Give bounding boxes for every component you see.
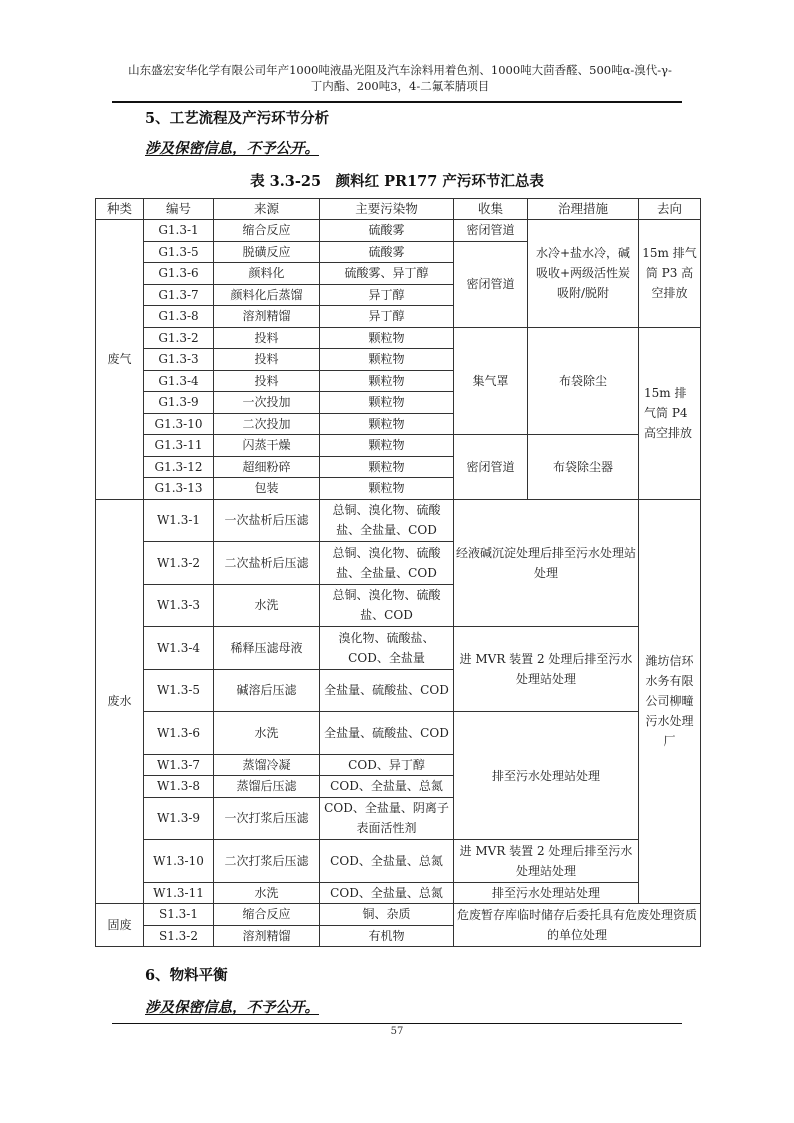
destination-cell: 潍坊信环水务有限公司柳疃污水处理厂 xyxy=(639,499,701,904)
col-header-id: 编号 xyxy=(144,199,214,220)
id-cell: W1.3-10 xyxy=(144,840,214,883)
pollutant-cell: 硫酸雾 xyxy=(320,220,454,242)
id-cell: G1.3-10 xyxy=(144,413,214,435)
source-cell: 二次投加 xyxy=(214,413,320,435)
pollutant-cell: 硫酸雾、异丁醇 xyxy=(320,263,454,285)
collection-cell: 集气罩 xyxy=(454,327,528,435)
id-cell: W1.3-2 xyxy=(144,542,214,585)
source-cell: 缩合反应 xyxy=(214,220,320,242)
destination-cell: 15m 排气筒 P3 高空排放 xyxy=(639,220,701,328)
treatment-cell: 进 MVR 装置 2 处理后排至污水处理站处理 xyxy=(454,627,639,712)
source-cell: 颜料化后蒸馏 xyxy=(214,284,320,306)
source-cell: 缩合反应 xyxy=(214,904,320,926)
section-6-confidential-note: 涉及保密信息，不予公开。 xyxy=(145,999,319,1016)
id-cell: G1.3-9 xyxy=(144,392,214,414)
pollutant-cell: 异丁醇 xyxy=(320,306,454,328)
source-cell: 超细粉碎 xyxy=(214,456,320,478)
pollutant-cell: 颗粒物 xyxy=(320,456,454,478)
id-cell: W1.3-7 xyxy=(144,754,214,776)
col-header-source: 来源 xyxy=(214,199,320,220)
id-cell: W1.3-11 xyxy=(144,882,214,904)
source-cell: 水洗 xyxy=(214,712,320,755)
section-6-title: 6、物料平衡 xyxy=(145,967,228,984)
pollutant-cell: 颗粒物 xyxy=(320,478,454,500)
source-cell: 包装 xyxy=(214,478,320,500)
id-cell: G1.3-12 xyxy=(144,456,214,478)
category-cell-solid: 固废 xyxy=(96,904,144,947)
collection-cell: 密闭管道 xyxy=(454,220,528,242)
pollutant-cell: COD、全盐量、总氮 xyxy=(320,840,454,883)
footer-divider xyxy=(112,1023,682,1024)
table-row xyxy=(96,627,701,670)
source-cell: 二次盐析后压滤 xyxy=(214,542,320,585)
source-cell: 溶剂精馏 xyxy=(214,925,320,947)
col-header-collection: 收集 xyxy=(454,199,528,220)
pollution-summary-table xyxy=(95,198,701,947)
treatment-cell: 排至污水处理站处理 xyxy=(454,712,639,840)
pollutant-cell: 有机物 xyxy=(320,925,454,947)
section-5-confidential-note: 涉及保密信息，不予公开。 xyxy=(145,140,319,157)
pollutant-cell: 颗粒物 xyxy=(320,435,454,457)
source-cell: 闪蒸干燥 xyxy=(214,435,320,457)
source-cell: 投料 xyxy=(214,370,320,392)
col-header-category: 种类 xyxy=(96,199,144,220)
pollutant-cell: 总铜、溴化物、硫酸盐、全盐量、COD xyxy=(320,542,454,585)
pollutant-cell: 总铜、溴化物、硫酸盐、全盐量、COD xyxy=(320,499,454,542)
pollutant-cell: 颗粒物 xyxy=(320,392,454,414)
source-cell: 脱磺反应 xyxy=(214,241,320,263)
id-cell: G1.3-7 xyxy=(144,284,214,306)
page-header xyxy=(110,62,690,94)
source-cell: 水洗 xyxy=(214,584,320,627)
table-row xyxy=(96,882,701,904)
table-row xyxy=(96,220,701,242)
destination-cell: 15m 排气筒 P4 高空排放 xyxy=(639,327,701,499)
table-row xyxy=(96,840,701,883)
pollutant-cell: 总铜、溴化物、硫酸盐、COD xyxy=(320,584,454,627)
source-cell: 碱溶后压滤 xyxy=(214,669,320,712)
page-number: 57 xyxy=(390,1026,404,1037)
header-divider xyxy=(112,101,682,103)
id-cell: G1.3-11 xyxy=(144,435,214,457)
pollutant-cell: 全盐量、硫酸盐、COD xyxy=(320,712,454,755)
id-cell: G1.3-1 xyxy=(144,220,214,242)
treatment-cell: 排至污水处理站处理 xyxy=(454,882,639,904)
treatment-cell: 经液碱沉淀处理后排至污水处理站处理 xyxy=(454,499,639,627)
source-cell: 二次打浆后压滤 xyxy=(214,840,320,883)
id-cell: G1.3-4 xyxy=(144,370,214,392)
id-cell: G1.3-8 xyxy=(144,306,214,328)
section-5-title: 5、工艺流程及产污环节分析 xyxy=(145,110,330,127)
source-cell: 蒸馏冷凝 xyxy=(214,754,320,776)
pollutant-cell: 铜、杂质 xyxy=(320,904,454,926)
id-cell: W1.3-9 xyxy=(144,797,214,840)
source-cell: 一次投加 xyxy=(214,392,320,414)
id-cell: G1.3-13 xyxy=(144,478,214,500)
id-cell: W1.3-1 xyxy=(144,499,214,542)
pollutant-cell: 全盐量、硫酸盐、COD xyxy=(320,669,454,712)
category-cell-gas: 废气 xyxy=(96,220,144,500)
id-cell: G1.3-2 xyxy=(144,327,214,349)
pollutant-cell: COD、全盐量、阴离子表面活性剂 xyxy=(320,797,454,840)
collection-cell: 密闭管道 xyxy=(454,435,528,500)
source-cell: 一次打浆后压滤 xyxy=(214,797,320,840)
pollutant-cell: 颗粒物 xyxy=(320,327,454,349)
source-cell: 一次盐析后压滤 xyxy=(214,499,320,542)
treatment-cell: 进 MVR 装置 2 处理后排至污水处理站处理 xyxy=(454,840,639,883)
id-cell: G1.3-3 xyxy=(144,349,214,371)
source-cell: 投料 xyxy=(214,327,320,349)
pollutant-cell: 颗粒物 xyxy=(320,370,454,392)
pollutant-cell: COD、全盐量、总氮 xyxy=(320,776,454,798)
id-cell: W1.3-6 xyxy=(144,712,214,755)
source-cell: 颜料化 xyxy=(214,263,320,285)
table-row xyxy=(96,712,701,755)
table-row xyxy=(96,327,701,349)
source-cell: 投料 xyxy=(214,349,320,371)
source-cell: 水洗 xyxy=(214,882,320,904)
id-cell: G1.3-6 xyxy=(144,263,214,285)
id-cell: W1.3-4 xyxy=(144,627,214,670)
pollutant-cell: COD、异丁醇 xyxy=(320,754,454,776)
source-cell: 溶剂精馏 xyxy=(214,306,320,328)
col-header-pollutant: 主要污染物 xyxy=(320,199,454,220)
treatment-cell: 布袋除尘器 xyxy=(528,435,639,500)
table-caption: 表 3.3-25 颜料红 PR177 产污环节汇总表 xyxy=(250,173,544,190)
id-cell: W1.3-8 xyxy=(144,776,214,798)
pollutant-cell: 颗粒物 xyxy=(320,349,454,371)
id-cell: W1.3-5 xyxy=(144,669,214,712)
pollutant-cell: COD、全盐量、总氮 xyxy=(320,882,454,904)
col-header-treatment: 治理措施 xyxy=(528,199,639,220)
pollutant-cell: 溴化物、硫酸盐、COD、全盐量 xyxy=(320,627,454,670)
id-cell: S1.3-1 xyxy=(144,904,214,926)
id-cell: G1.3-5 xyxy=(144,241,214,263)
pollutant-cell: 异丁醇 xyxy=(320,284,454,306)
col-header-destination: 去向 xyxy=(639,199,701,220)
treatment-cell: 布袋除尘 xyxy=(528,327,639,435)
collection-cell: 密闭管道 xyxy=(454,241,528,327)
table-row xyxy=(96,499,701,542)
source-cell: 稀释压滤母液 xyxy=(214,627,320,670)
source-cell: 蒸馏后压滤 xyxy=(214,776,320,798)
table-row xyxy=(96,435,701,457)
table-row xyxy=(96,904,701,926)
id-cell: S1.3-2 xyxy=(144,925,214,947)
treatment-cell: 危废暂存库临时储存后委托具有危废处理资质的单位处理 xyxy=(454,904,701,947)
category-cell-water: 废水 xyxy=(96,499,144,904)
page-header-line2: 丁内酯、200吨3，4-二氟苯腈项目 xyxy=(310,79,490,93)
pollutant-cell: 颗粒物 xyxy=(320,413,454,435)
id-cell: W1.3-3 xyxy=(144,584,214,627)
pollutant-cell: 硫酸雾 xyxy=(320,241,454,263)
treatment-cell: 水冷+盐水冷，碱吸收+两级活性炭吸附/脱附 xyxy=(528,220,639,328)
page-header-line1: 山东盛宏安华化学有限公司年产1000吨液晶光阻及汽车涂料用着色剂、1000吨大茴香醛、500吨α-溴代-γ- xyxy=(128,63,672,77)
